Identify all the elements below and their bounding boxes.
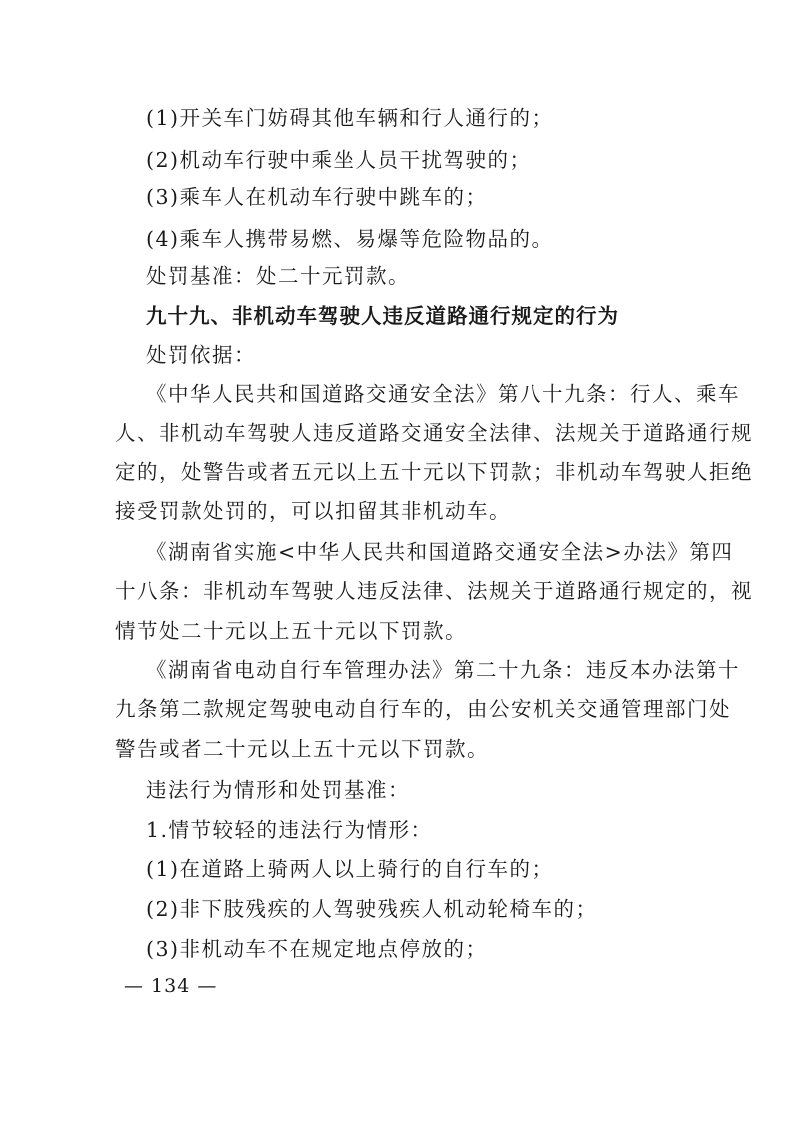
list-item: (1)开关车门妨碍其他车辆和行人通行的；: [146, 106, 554, 130]
paragraph-line: 《湖南省电动自行车管理办法》第二十九条：违反本办法第十: [146, 658, 740, 682]
penalty-standard: 处罚基准：处二十元罚款。: [146, 264, 410, 288]
list-item: (2)非下肢残疾的人驾驶残疾人机动轮椅车的；: [146, 897, 598, 921]
list-item: (3)乘车人在机动车行驶中跳车的；: [146, 185, 488, 209]
situation-heading: 1.情节较轻的违法行为情形：: [146, 818, 433, 842]
paragraph-line: 《中华人民共和国道路交通安全法》第八十九条：行人、乘车: [146, 382, 740, 406]
list-item: (3)非机动车不在规定地点停放的；: [146, 937, 488, 961]
paragraph-line: 情节处二十元以上五十元以下罚款。: [115, 619, 467, 643]
paragraph-line: 接受罚款处罚的，可以扣留其非机动车。: [115, 499, 511, 523]
paragraph-line: 定的，处警告或者五元以上五十元以下罚款；非机动车驾驶人拒绝: [115, 460, 753, 484]
list-item: (2)机动车行驶中乘坐人员干扰驾驶的；: [146, 148, 532, 172]
paragraph-line: 十八条：非机动车驾驶人违反法律、法规关于道路通行规定的，视: [115, 579, 753, 603]
paragraph-line: 《湖南省实施<中华人民共和国道路交通安全法>办法》第四: [146, 540, 734, 564]
list-item: (1)在道路上骑两人以上骑行的自行车的；: [146, 857, 554, 881]
paragraph-line: 九条第二款规定驾驶电动自行车的，由公安机关交通管理部门处: [115, 697, 731, 721]
situation-label: 违法行为情形和处罚基准：: [146, 778, 410, 802]
basis-label: 处罚依据：: [146, 343, 256, 367]
list-item: (4)乘车人携带易燃、易爆等危险物品的。: [146, 227, 554, 251]
page-number: — 134 —: [124, 975, 218, 997]
section-heading: 九十九、非机动车驾驶人违反道路通行规定的行为: [146, 304, 619, 328]
paragraph-line: 人、非机动车驾驶人违反道路交通安全法律、法规关于道路通行规: [115, 421, 753, 445]
paragraph-line: 警告或者二十元以上五十元以下罚款。: [115, 737, 489, 761]
